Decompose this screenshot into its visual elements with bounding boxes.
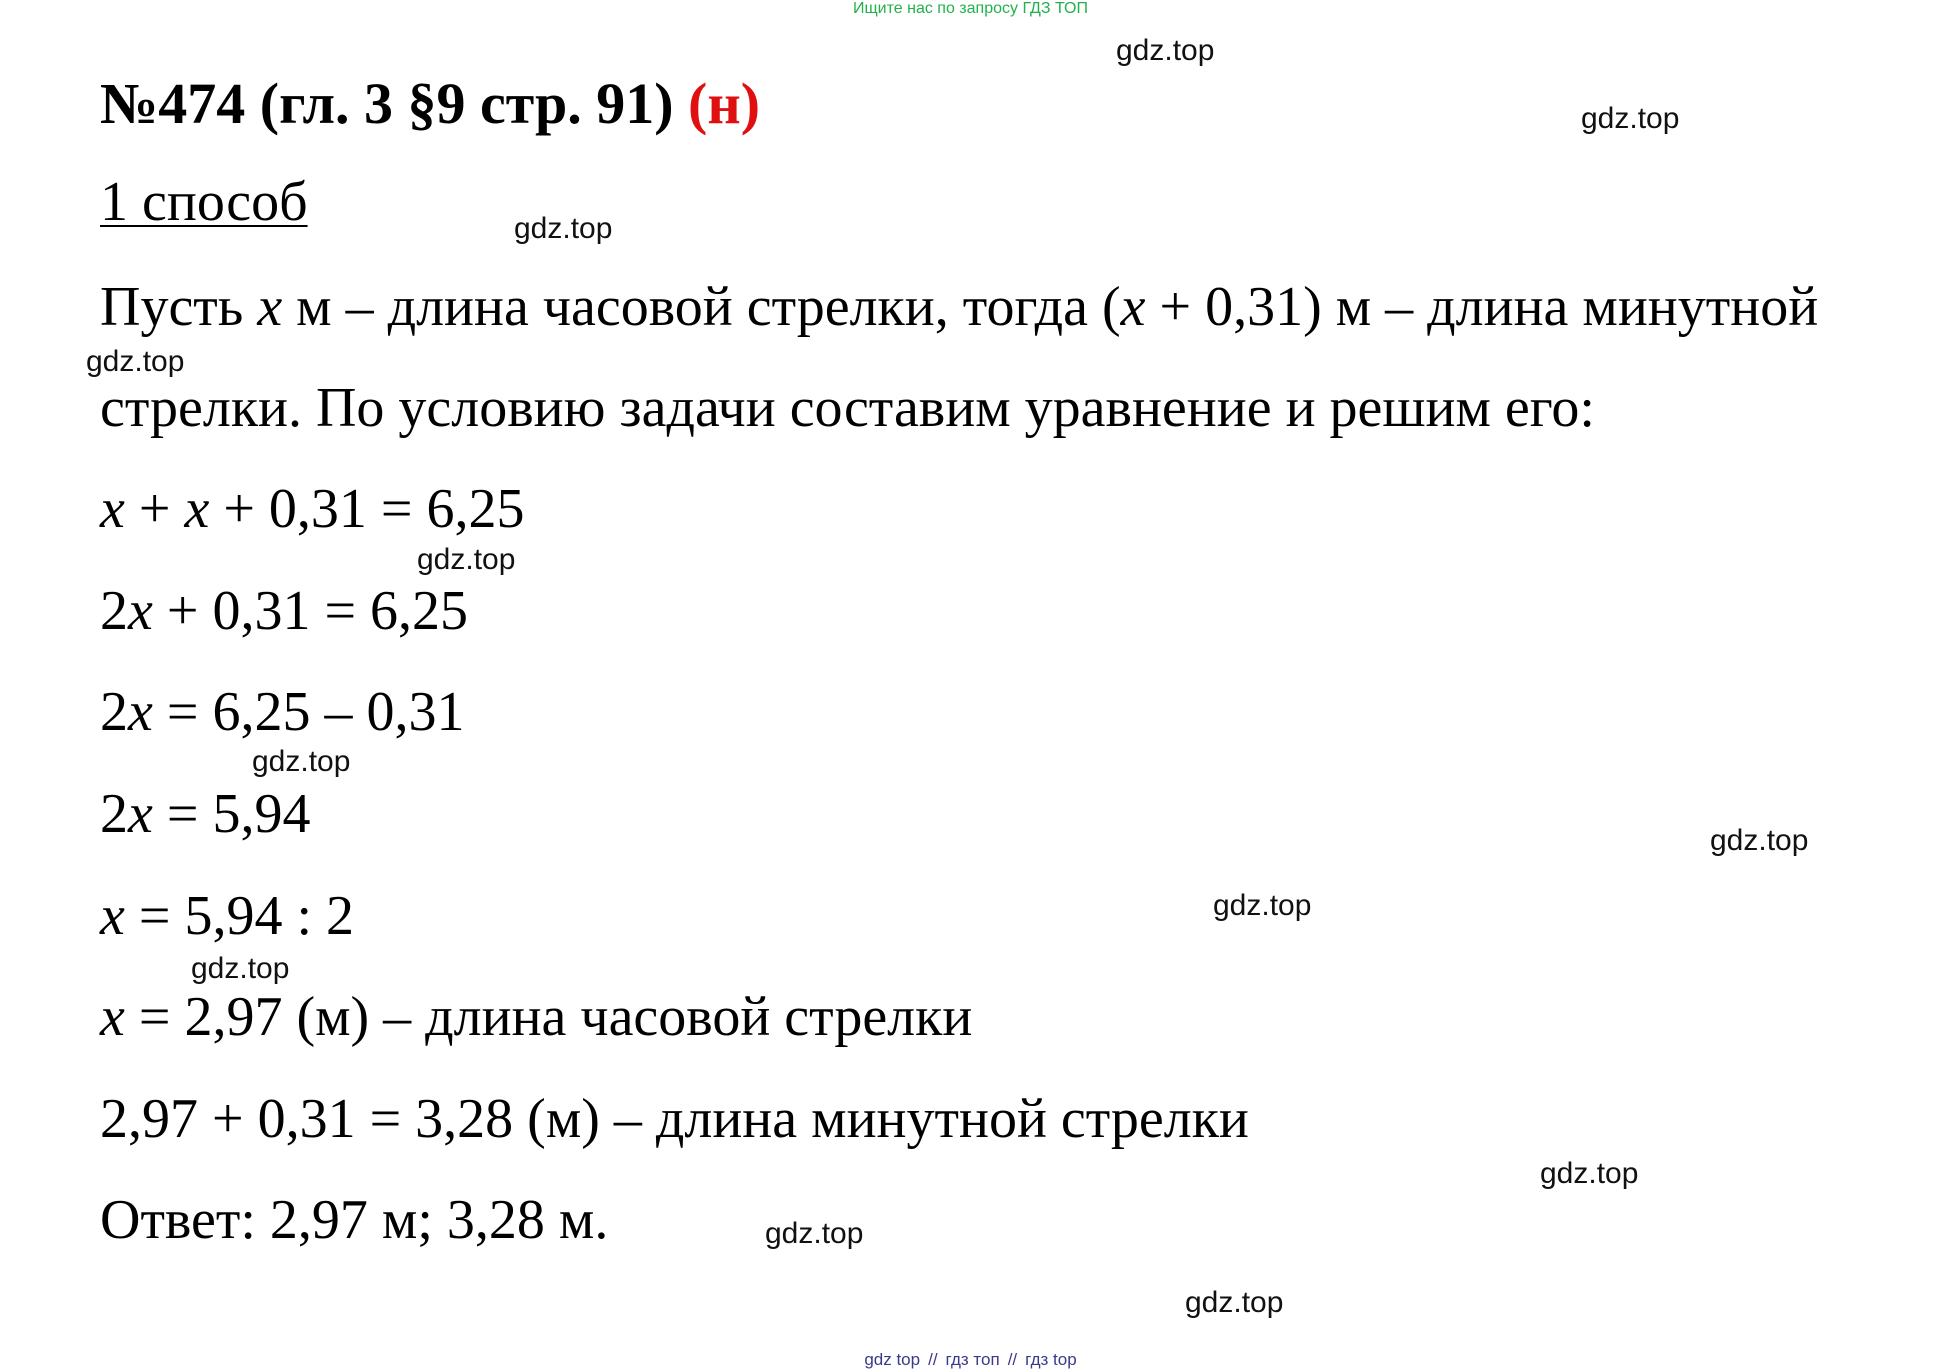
watermark: gdz.top: [1213, 889, 1312, 922]
title-marker: (н): [688, 71, 761, 136]
footer-link-1[interactable]: gdz top: [864, 1350, 921, 1369]
watermark: gdz.top: [1710, 824, 1809, 857]
watermark: gdz.top: [514, 212, 613, 245]
top-banner: Ищите нас по запросу ГДЗ ТОП: [853, 0, 1088, 17]
equation-1: x + x + 0,31 = 6,25: [100, 478, 525, 540]
equation-7: 2,97 + 0,31 = 3,28 (м) – длина минутной стрелки: [100, 1088, 1249, 1150]
watermark: gdz.top: [86, 345, 185, 378]
answer-line: Ответ: 2,97 м; 3,28 м.: [100, 1189, 609, 1251]
watermark: gdz.top: [1116, 34, 1215, 67]
watermark: gdz.top: [765, 1217, 864, 1250]
equation-5: x = 5,94 : 2: [100, 885, 354, 947]
paragraph-line-2: стрелки. По условию задачи составим уравнение и решим его:: [100, 377, 1595, 439]
page-title: [100, 70, 760, 137]
footer-link-2[interactable]: гдз топ: [945, 1350, 1000, 1369]
method-heading: 1 способ: [100, 171, 308, 233]
footer-separator: //: [1007, 1350, 1018, 1369]
watermark: gdz.top: [191, 952, 290, 985]
footer-separator: //: [928, 1350, 938, 1369]
watermark: gdz.top: [417, 543, 516, 576]
equation-2: 2x + 0,31 = 6,25: [100, 580, 469, 642]
equation-3: 2x = 6,25 – 0,31: [100, 681, 465, 743]
watermark: gdz.top: [1581, 102, 1680, 135]
watermark: gdz.top: [1185, 1286, 1284, 1319]
watermark: gdz.top: [1540, 1157, 1639, 1190]
footer-link-3[interactable]: гдз top: [1025, 1350, 1077, 1369]
paragraph-line-1: Пусть x м – длина часовой стрелки, тогда (x + 0,31) м – длина минутной: [100, 276, 1819, 338]
title-text: №474 (гл. 3 §9 стр. 91): [100, 71, 674, 136]
footer-links: [0, 1350, 1941, 1370]
equation-6: x = 2,97 (м) – длина часовой стрелки: [100, 986, 973, 1048]
equation-4: 2x = 5,94: [100, 783, 311, 845]
watermark: gdz.top: [252, 745, 351, 778]
